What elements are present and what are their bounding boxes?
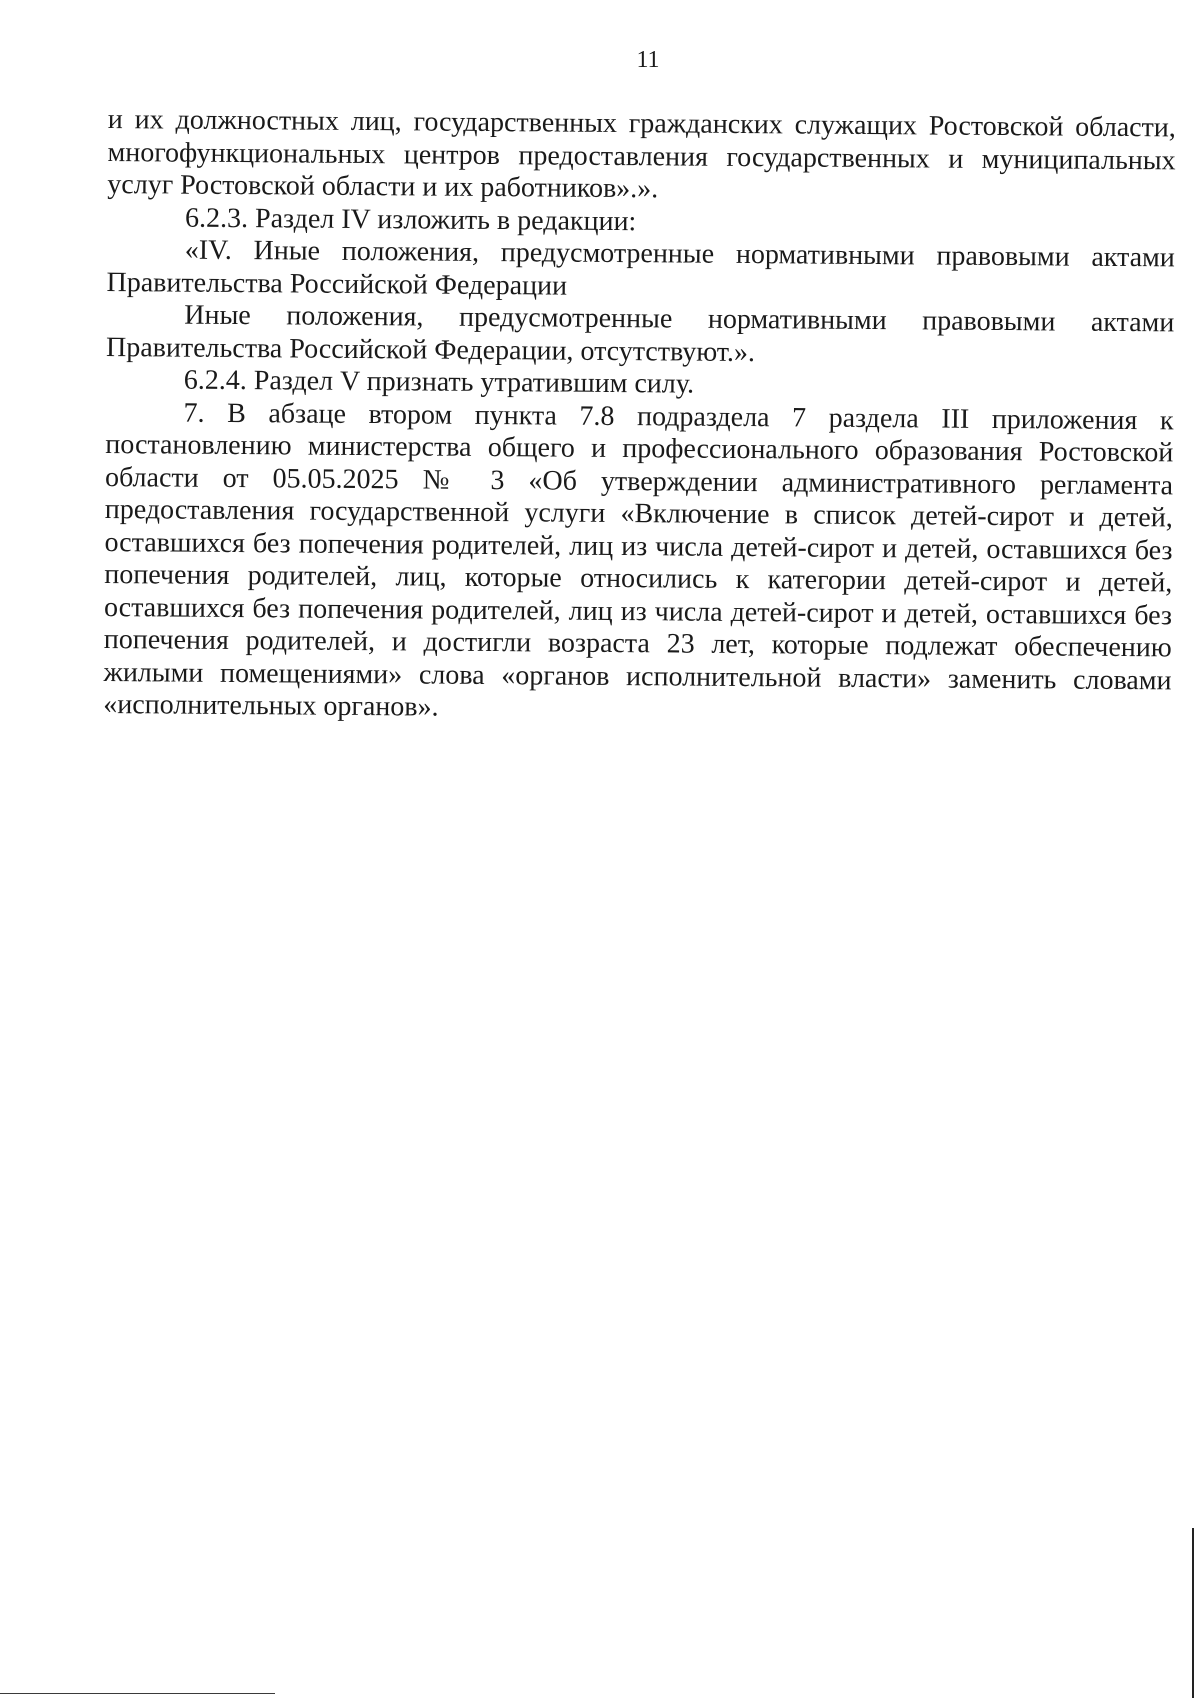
paragraph-7: 7. В абзаце втором пункта 7.8 подраздела 7 раздела III приложения к постановлению министерства общего и профессионального образования Ростовской области от 05.05.2025 № 3 «Об утверждении административного регламента предоставления государственной услуги «Включение в список детей-сирот и детей, оставшихся без попечения родителей, лиц из числа детей-сирот и детей, оставшихся без попечения родителей, лиц, которые относились к категории детей-сирот и детей, оставшихся без попечения родителей, лиц из числа детей-сирот и детей, оставшихся без попечения родителей, и достигли возраста 23 лет, которые подлежат обеспечению жилыми помещениями» слова «органов исполнительной власти» заменить словами «исполнительных органов». — [103, 397, 1174, 723]
scan-edge-line — [0, 1693, 275, 1694]
document-body — [103, 104, 1176, 730]
scan-edge-mark — [1192, 1528, 1194, 1698]
paragraph-6-2-4: 6.2.4. Раздел V признать утратившим силу. — [183, 364, 695, 400]
paragraph-6-2-3: 6.2.3. Раздел IV изложить в редакции: — [184, 202, 637, 237]
paragraph-continuation: и их должностных лиц, государственных гражданских служащих Ростовской области, многофункциональных центров предоставления государственных и муниципальных услуг Ростовской области и их работников».». — [107, 104, 1176, 205]
page-number: 11 — [636, 47, 660, 73]
paragraph-section-iv-body: Иные положения, предусмотренные нормативными правовыми актами Правительства Российской Федерации, отсутствуют.». — [105, 299, 1175, 368]
paragraph-section-iv-heading: «IV. Иные положения, предусмотренные нормативными правовыми актами Правительства Российской Федерации — [106, 234, 1175, 302]
